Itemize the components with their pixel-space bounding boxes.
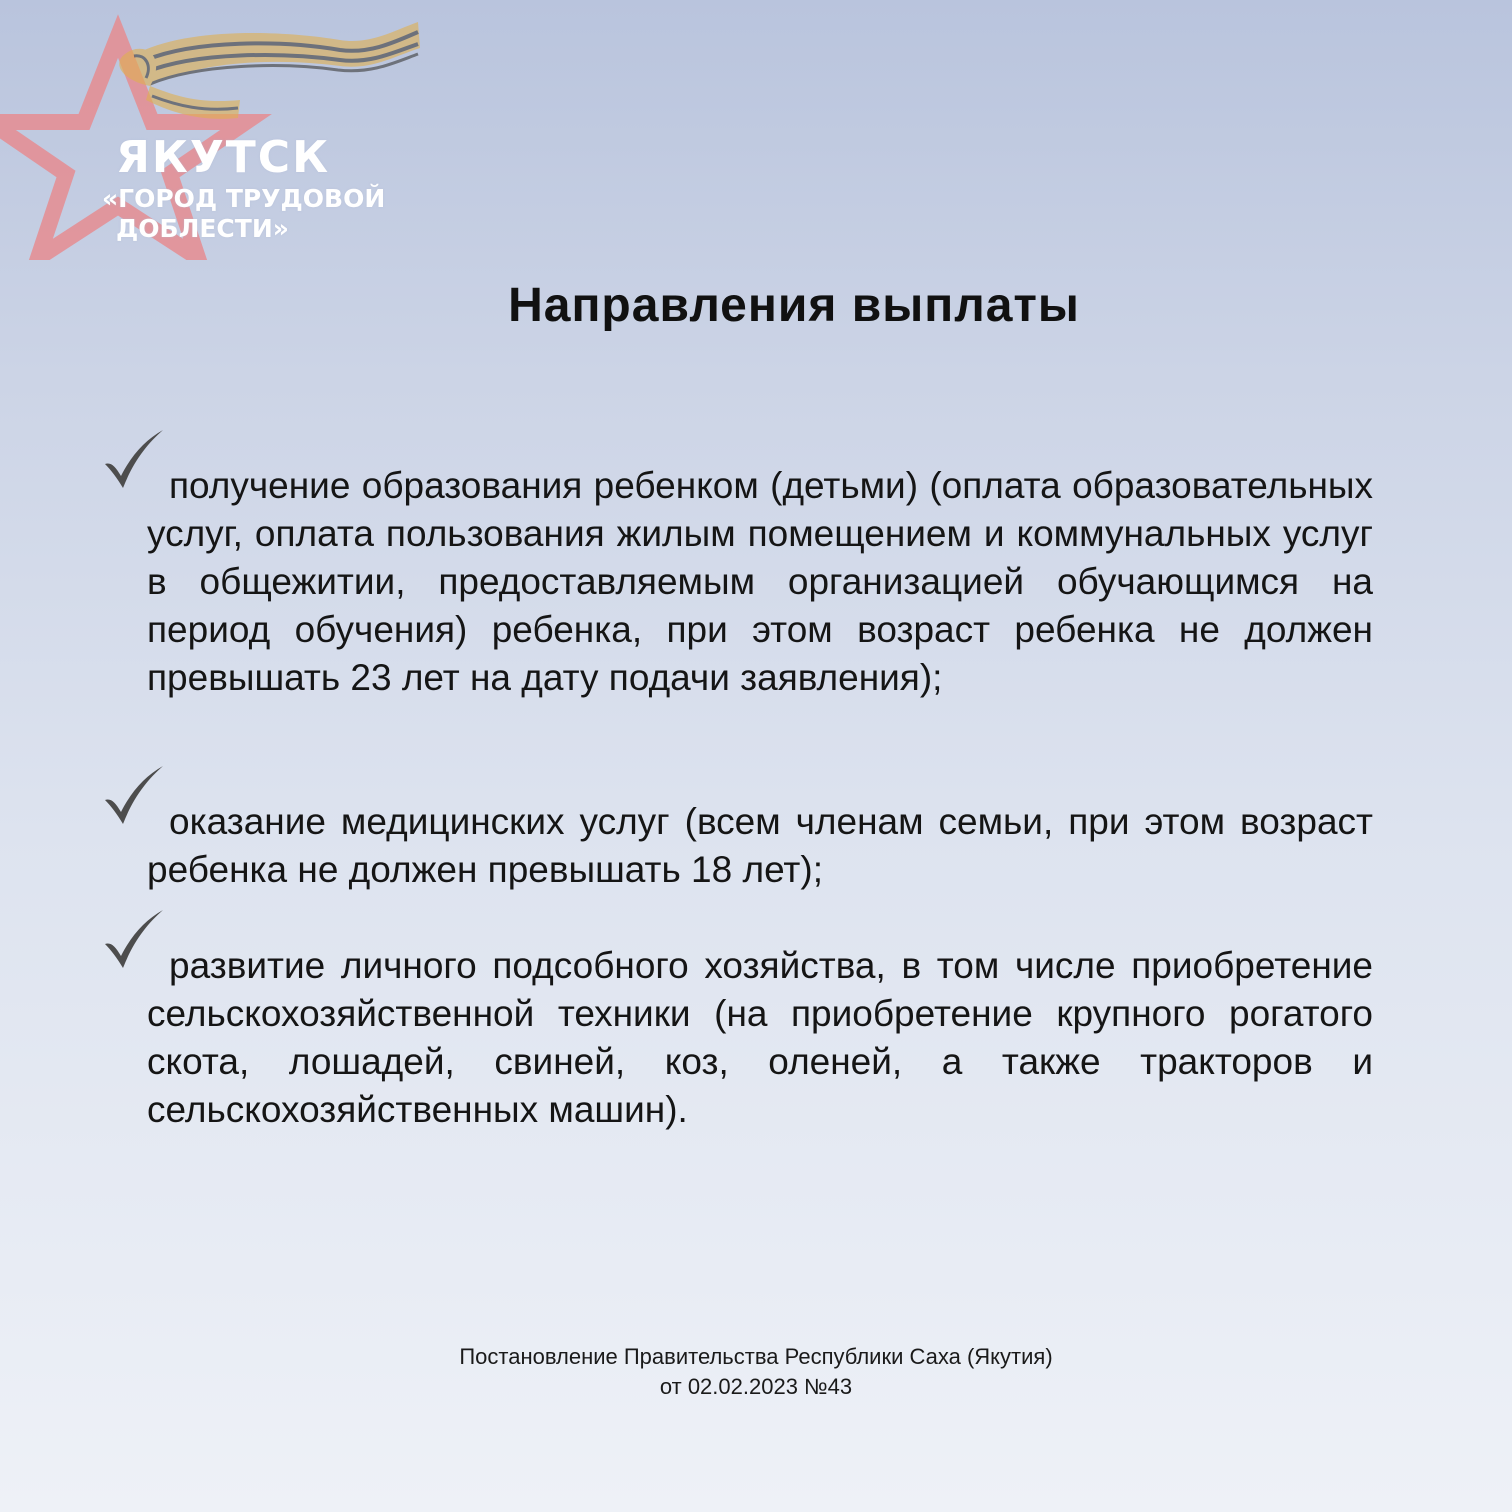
legal-reference [0, 1342, 1512, 1402]
logo-city-name: ЯКУТСК [116, 132, 331, 183]
payment-direction-item [147, 942, 1373, 1134]
legal-reference-title: Постановление Правительства Республики Саха (Якутия) [459, 1344, 1053, 1369]
logo-slogan-line-1: «ГОРОД ТРУДОВОЙ [102, 184, 386, 213]
checkmark-icon [101, 428, 167, 494]
payment-direction-item [147, 462, 1373, 702]
logo [0, 0, 440, 260]
payment-direction-item [147, 798, 1373, 894]
checkmark-icon [101, 908, 167, 974]
page-title: Направления выплаты [508, 279, 1080, 332]
checkmark-icon [101, 764, 167, 830]
payment-direction-text: развитие личного подсобного хозяйства, в том числе приобретение сельскохозяйственной техники (на приобретение крупного рогатого скота, лошадей, свиней, коз, оленей, а также тракторов и сельскохозяйственных машин). [147, 945, 1373, 1130]
logo-slogan-line-2: ДОБЛЕСТИ» [116, 214, 289, 243]
ribbon-icon [119, 22, 420, 119]
payment-direction-text: оказание медицинских услуг (всем членам семьи, при этом возраст ребенка не должен превышать 18 лет); [147, 801, 1373, 890]
payment-direction-text: получение образования ребенком (детьми) (оплата образовательных услуг, оплата пользования жилым помещением и коммунальных услуг в общежитии, предоставляемым организацией обучающимся на период обучения) ребенка, при этом возраст ребенка не должен превышать 23 лет на дату подачи заявления); [147, 465, 1373, 698]
legal-reference-date: от 02.02.2023 №43 [659, 1374, 853, 1399]
